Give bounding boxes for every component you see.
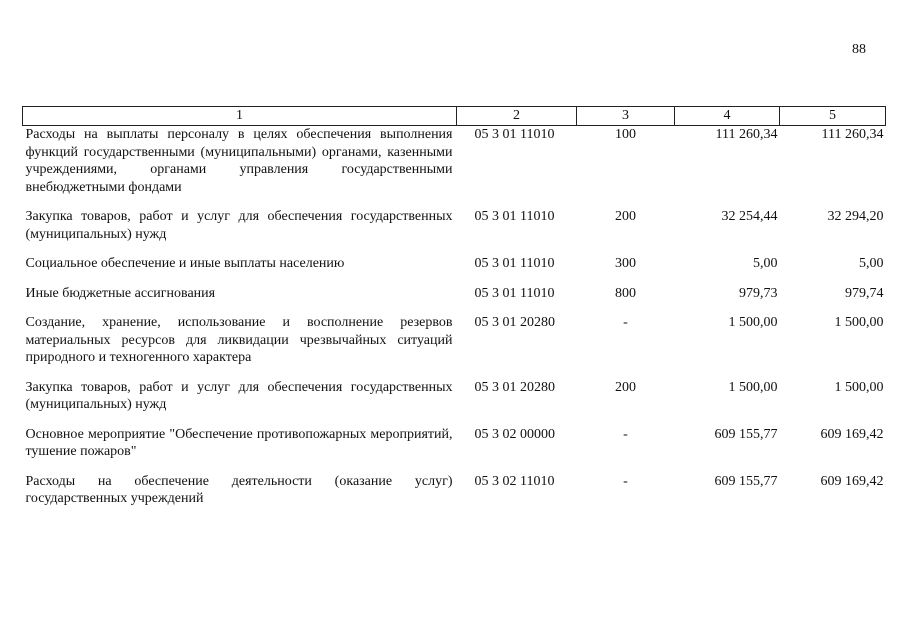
- row-type: -: [623, 426, 628, 442]
- row-value-4: 1 500,00: [728, 379, 778, 395]
- table-row: [23, 314, 886, 379]
- row-type: 200: [615, 209, 636, 224]
- budget-table: [22, 106, 886, 520]
- table-row: [23, 285, 886, 315]
- row-code: 05 3 01 20280: [474, 315, 555, 330]
- row-name: Иные бюджетные ассигнования: [25, 285, 216, 301]
- row-value-4: 111 260,34: [715, 127, 778, 142]
- row-name: Закупка товаров, работ и услуг для обеспечения государственных (муниципальных) нужд: [25, 379, 453, 412]
- table-row: [23, 255, 886, 285]
- row-code: 05 3 01 20280: [474, 379, 555, 395]
- table-body: [23, 126, 886, 520]
- header-col-4: 4: [675, 107, 780, 126]
- row-type: 200: [615, 379, 636, 395]
- row-code: 05 3 02 11010: [474, 473, 555, 489]
- row-value-5: 5,00: [859, 256, 884, 271]
- row-name: Социальное обеспечение и иные выплаты населению: [25, 256, 345, 271]
- row-name: Создание, хранение, использование и восполнение резервов материальных ресурсов для ликвидации чрезвычайных ситуаций природного и техногенного характера: [25, 315, 453, 365]
- table-row: [23, 426, 886, 473]
- row-type: -: [623, 315, 628, 330]
- row-value-4: 5,00: [753, 256, 778, 271]
- row-code: 05 3 01 11010: [474, 127, 555, 142]
- row-type: -: [623, 473, 628, 489]
- table-row: [23, 126, 886, 209]
- row-value-4: 979,73: [739, 285, 778, 301]
- row-value-5: 979,74: [845, 285, 884, 301]
- page-number: 88: [852, 42, 866, 57]
- row-value-4: 32 254,44: [721, 209, 778, 224]
- row-value-4: 1 500,00: [728, 315, 778, 330]
- header-col-3: 3: [577, 107, 675, 126]
- table-header: [23, 107, 886, 126]
- row-name: Расходы на обеспечение деятельности (оказание услуг) государственных учреждений: [25, 473, 453, 506]
- table-row: [23, 473, 886, 520]
- row-value-5: 609 169,42: [820, 473, 884, 489]
- row-code: 05 3 02 00000: [474, 426, 555, 442]
- row-type: 300: [615, 256, 636, 271]
- row-name: Закупка товаров, работ и услуг для обеспечения государственных (муниципальных) нужд: [25, 209, 453, 242]
- header-row: [23, 107, 886, 126]
- row-name: Расходы на выплаты персоналу в целях обеспечения выполнения функций государственными (муниципальными) органами, казенными учреждениями, органами управления государственными внебюджетными фондами: [25, 127, 453, 195]
- row-code: 05 3 01 11010: [474, 209, 555, 224]
- row-type: 100: [615, 127, 636, 142]
- row-value-5: 1 500,00: [834, 379, 884, 395]
- table-row: [23, 379, 886, 426]
- row-value-5: 32 294,20: [827, 209, 884, 224]
- row-value-5: 609 169,42: [820, 426, 884, 442]
- header-col-2: 2: [457, 107, 577, 126]
- row-code: 05 3 01 11010: [474, 285, 555, 301]
- row-value-4: 609 155,77: [714, 426, 778, 442]
- row-code: 05 3 01 11010: [474, 256, 555, 271]
- header-col-1: 1: [23, 107, 457, 126]
- row-name: Основное мероприятие "Обеспечение противопожарных мероприятий, тушение пожаров": [25, 426, 453, 459]
- header-col-5: 5: [780, 107, 886, 126]
- table-row: [23, 208, 886, 255]
- row-value-5: 1 500,00: [834, 315, 884, 330]
- row-type: 800: [615, 285, 636, 301]
- row-value-5: 111 260,34: [821, 127, 884, 142]
- row-value-4: 609 155,77: [714, 473, 778, 489]
